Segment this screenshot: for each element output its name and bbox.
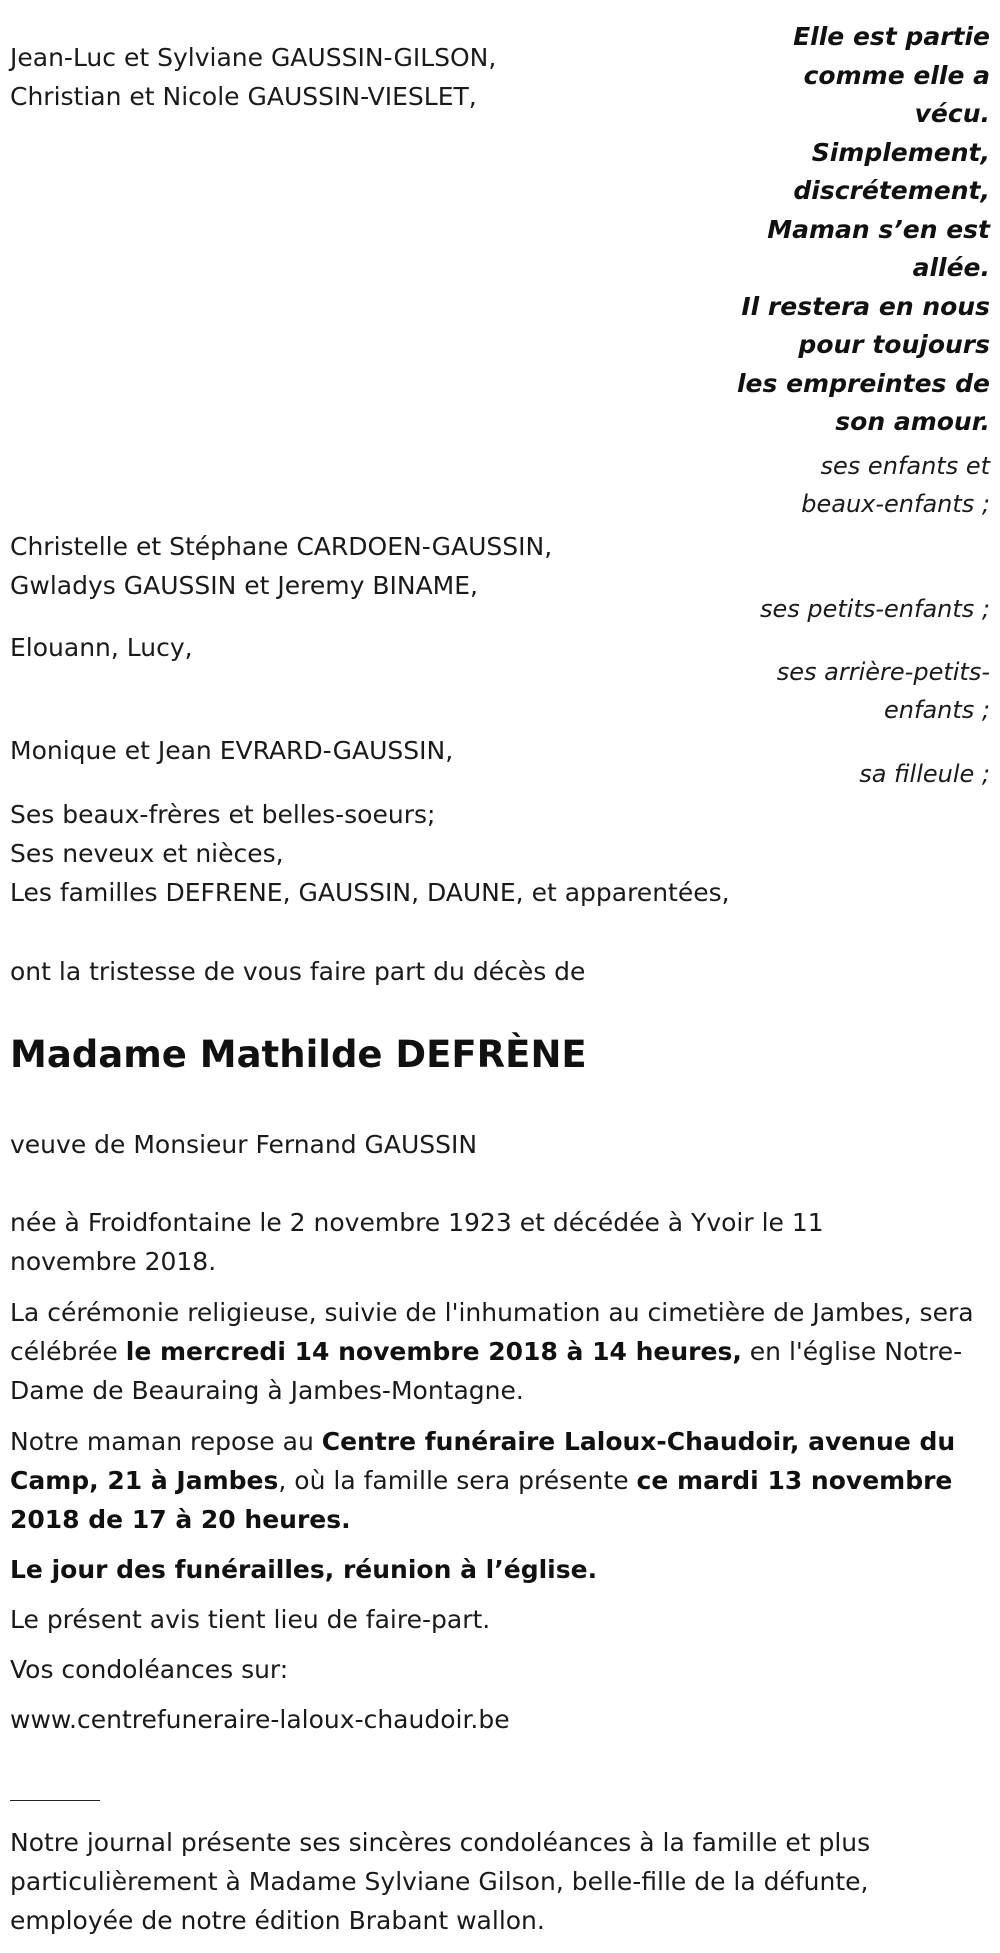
poem-line: Elle est partie: [793, 22, 990, 51]
poem-line: discrétement,: [793, 176, 990, 205]
family-line: Ses beaux-frères et belles-soeurs;: [10, 800, 436, 829]
condolences-label: Vos condoléances sur:: [10, 1655, 289, 1684]
announcement-text: ont la tristesse de vous faire part du décès de: [10, 957, 586, 986]
widow-of: veuve de Monsieur Fernand GAUSSIN: [10, 1130, 478, 1159]
family-line: Jean-Luc et Sylviane GAUSSIN-GILSON,: [10, 43, 497, 72]
repose-time: ce mardi 13 novembre 2018 de 17 à 20 heures.: [10, 1466, 953, 1534]
repose-text-2: , où la famille sera présente: [278, 1466, 637, 1495]
poem-line: allée.: [912, 253, 990, 282]
poem: [720, 18, 990, 442]
family-line: Gwladys GAUSSIN et Jeremy BINAME,: [10, 571, 478, 600]
relation-label: ses petits-enfants ;: [759, 595, 990, 623]
poem-line: pour toujours: [798, 330, 990, 359]
family-line: Christian et Nicole GAUSSIN-VIESLET,: [10, 82, 477, 111]
ceremony-location: en l'église Notre-Dame de Beauraing à Jambes-Montagne.: [10, 1337, 963, 1405]
family-line: Christelle et Stéphane CARDOEN-GAUSSIN,: [10, 532, 553, 561]
ceremony-date: le mercredi 14 novembre 2018 à 14 heures,: [125, 1337, 742, 1366]
birth-death-paragraph: née à Froidfontaine le 2 novembre 1923 et décédée à Yvoir le 11 novembre 2018.: [10, 1208, 824, 1276]
poem-line: Simplement,: [811, 137, 990, 167]
repose-text: Notre maman repose au: [10, 1427, 322, 1456]
ceremony-paragraph: [10, 1293, 985, 1410]
journal-note: Notre journal présente ses sincères condoléances à la famille et plus particulièrement à Madame Sylviane Gilson, belle-fille de la défunte, employée de notre édition Brabant wallon.: [10, 1828, 871, 1935]
repose-paragraph: [10, 1422, 995, 1539]
poem-line: son amour.: [835, 407, 990, 436]
relation-label: enfants ;: [884, 696, 990, 724]
poem-line: comme elle a: [803, 60, 990, 90]
funeral-day-note: Le jour des funérailles, réunion à l’église.: [10, 1555, 598, 1584]
ceremony-text: La cérémonie religieuse, suivie de l'inhumation au cimetière de Jambes, sera célébrée: [10, 1298, 974, 1366]
relation-label: beaux-enfants ;: [801, 490, 990, 518]
poem-line: Maman s’en est: [767, 214, 990, 244]
notice-text: Le présent avis tient lieu de faire-part.: [10, 1605, 491, 1634]
poem-line: les empreintes de: [736, 368, 990, 398]
family-line: Monique et Jean EVRARD-GAUSSIN,: [10, 736, 454, 765]
family-line: Elouann, Lucy,: [10, 633, 193, 662]
poem-line: Il restera en nous: [741, 291, 990, 321]
family-line: Les familles DEFRENE, GAUSSIN, DAUNE, et apparentées,: [10, 878, 730, 907]
divider: [10, 1800, 100, 1801]
poem-line: vécu.: [914, 99, 990, 128]
condolences-website: www.centrefuneraire-laloux-chaudoir.be: [10, 1705, 510, 1734]
deceased-name: Madame Mathilde DEFRÈNE: [10, 1033, 587, 1076]
relation-label: sa filleule ;: [859, 760, 990, 788]
repose-place: Centre funéraire Laloux-Chaudoir, avenue du Camp, 21 à Jambes: [10, 1427, 956, 1495]
family-line: Ses neveux et nièces,: [10, 839, 284, 868]
relation-label: ses arrière-petits-: [776, 658, 990, 686]
relation-label: ses enfants et: [820, 452, 990, 480]
